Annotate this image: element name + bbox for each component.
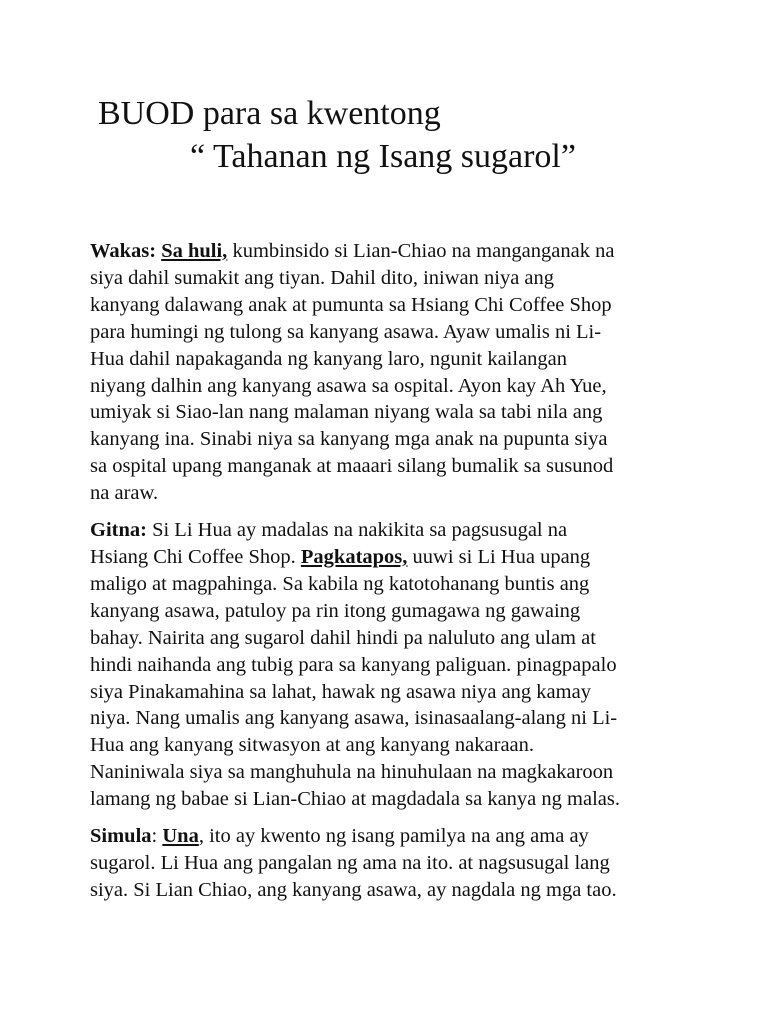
document-title: BUOD para sa kwentong — [98, 95, 441, 132]
section-text: kumbinsido si Lian-Chiao na manganganak na — [227, 240, 615, 262]
section-line: bahay. Nairita ang sugarol dahil hindi pa naluluto ang ulam at — [90, 626, 596, 649]
section-emphasis: Pagkatapos, — [300, 545, 408, 568]
section-line: siya dahil sumakit ang tiyan. Dahil dito, iniwan niya ang — [90, 266, 555, 289]
section-line: para humingi ng tulong sa kanyang asawa. Ayaw umalis ni Li- — [90, 320, 602, 343]
section-line: kanyang dalawang anak at pumunta sa Hsiang Chi Coffee Shop — [90, 293, 612, 316]
section-label: Gitna: — [90, 519, 147, 542]
section-line: hindi naihanda ang tubig para sa kanyang paliguan. pinagpapalo — [90, 653, 617, 676]
section-label: Wakas: — [90, 240, 157, 262]
section-line: na araw. — [90, 482, 159, 505]
section-label: Simula — [90, 825, 152, 848]
section-gitna — [90, 517, 680, 813]
section-text: Hsiang Chi Coffee Shop. — [90, 545, 301, 568]
section-line: kanyang ina. Sinabi niya sa kanyang mga anak na pupunta siya — [90, 428, 608, 451]
section-emphasis: Una — [162, 825, 199, 848]
section-simula — [90, 823, 680, 904]
story-title: “ Tahanan ng Isang sugarol” — [190, 138, 576, 175]
section-line: sugarol. Li Hua ang pangalan ng ama na ito. at nagsusugal lang — [90, 851, 610, 874]
section-line: Hua dahil napakaganda ng kanyang laro, ngunit kailangan — [90, 347, 568, 370]
section-line: siya Pinakamahina sa lahat, hawak ng asawa niya ang kamay — [90, 680, 591, 703]
section-emphasis: Sa huli, — [161, 240, 228, 262]
section-line: umiyak si Siao-lan nang malaman niyang wala sa tabi nila ang — [90, 401, 603, 424]
document-body — [90, 238, 680, 914]
section-line: lamang ng babae si Lian-Chiao at magdadala sa kanya ng malas. — [90, 788, 620, 811]
section-line — [90, 517, 680, 544]
section-line: siya. Si Lian Chiao, ang kanyang asawa, ay nagdala ng mga tao. — [90, 878, 617, 901]
section-text: uuwi si Li Hua upang — [407, 545, 591, 568]
section-label-suffix: : — [151, 825, 163, 848]
section-text: Si Li Hua ay madalas na nakikita sa pagsusugal na — [146, 519, 568, 542]
section-line: niyang dalhin ang kanyang asawa sa ospital. Ayon kay Ah Yue, — [90, 374, 607, 397]
section-line — [90, 544, 680, 571]
section-text: , ito ay kwento ng isang pamilya na ang ama ay — [198, 825, 589, 848]
section-line — [90, 238, 680, 265]
section-line: sa ospital upang manganak at maaari silang bumalik sa susunod — [90, 455, 614, 478]
section-line — [90, 823, 680, 850]
section-wakas — [90, 238, 680, 507]
section-line: maligo at magpahinga. Sa kabila ng katotohanang buntis ang — [90, 572, 590, 595]
section-line: Hua ang kanyang sitwasyon at ang kanyang nakaraan. — [90, 734, 535, 757]
section-line: kanyang asawa, patuloy pa rin itong gumagawa ng gawaing — [90, 599, 581, 622]
section-line: niya. Nang umalis ang kanyang asawa, isinasaalang-alang ni Li- — [90, 707, 618, 730]
section-line: Naniniwala siya sa manghuhula na hinuhulaan na magkakaroon — [90, 761, 614, 784]
